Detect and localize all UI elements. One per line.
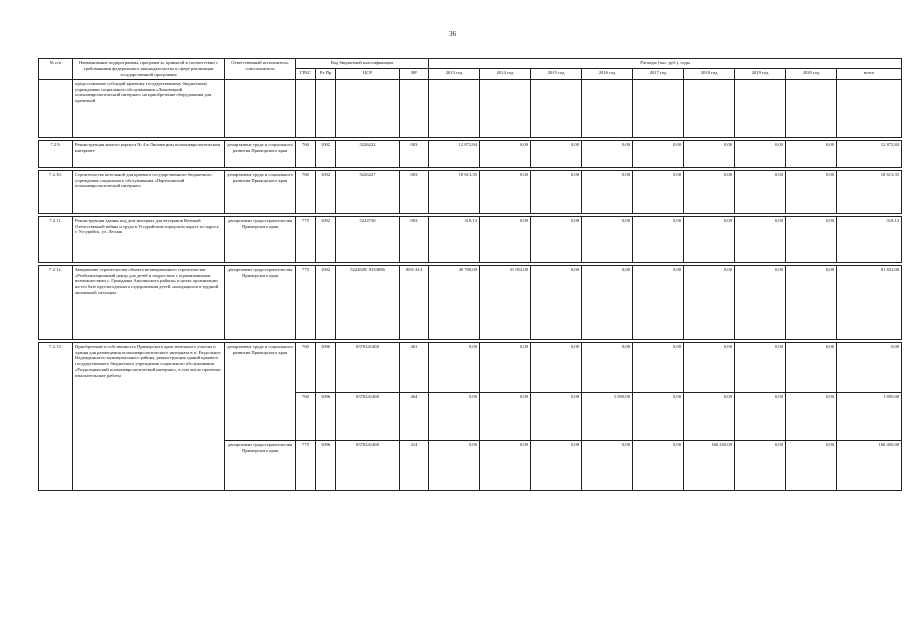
row-value: 0,00	[633, 392, 684, 440]
row-value: 0,00	[429, 440, 480, 490]
page-number: 36	[449, 30, 456, 38]
row-value: 0,00	[786, 440, 837, 490]
row-executor	[225, 392, 296, 440]
row-value: 0,00	[786, 265, 837, 339]
row-value: 0,00	[735, 170, 786, 213]
header-expenses: Расходы (тыс. руб.), годы	[429, 59, 902, 69]
row-name: Реконструкция жилого корпуса № 4 в Липовецком психоневрологическом интернате	[73, 140, 225, 167]
row-value: 0,00	[582, 265, 633, 339]
row-name: Реконструкция здания под дом-интернат для ветеранов Великой Отечественной войны и труда в Уссурийском городском округе по адресу г. Уссурийск, ул. Лесная	[73, 216, 225, 262]
row-value: 0,00	[786, 342, 837, 392]
row-name: Приобретение в собственность Приморского края земельного участка и здания для размещения психоневрологического интерната в п. Раздольное Надеждинского муниципального района, реконструкция зданий краевого государственного бюджетного учреждения социального обслуживания «Раздольненский психоневрологический интернат», в том числе проектно-изыскательские работы	[73, 342, 225, 490]
row-value: 0,00	[735, 140, 786, 167]
row-value: 0,00	[633, 140, 684, 167]
header-budget-code: Код бюджетной классификации	[296, 59, 429, 69]
row-value: 0,00	[735, 392, 786, 440]
row-value: 49 700,00	[429, 265, 480, 339]
row-value: 0,00	[684, 216, 735, 262]
row-executor: департамент градостроительства Приморского края	[225, 440, 296, 490]
row-value: 0,00	[531, 170, 582, 213]
row-value: 31 952,00	[480, 265, 531, 339]
row-value: 81 652,00	[837, 265, 902, 339]
row-value: 0,00	[582, 440, 633, 490]
row-rzpr: 1006	[316, 440, 336, 490]
row-value: 18 613,35	[837, 170, 902, 213]
header-row-1	[39, 59, 902, 69]
row-value: 0,00	[582, 216, 633, 262]
row-csr: 0370241460	[336, 392, 400, 440]
row-value: 0,00	[684, 170, 735, 213]
row-csr: 5224828/ 0334086	[336, 265, 400, 339]
row-csr: 0370241460	[336, 342, 400, 392]
row-vr: 003	[400, 170, 429, 213]
header-num: № п/п	[39, 59, 73, 80]
row-name: Строительство котельной для краевого государственного бюджетного учреждения социального обслуживания «Партизанский психоневрологический интернат»	[73, 170, 225, 213]
row-value: 0,00	[633, 170, 684, 213]
row-value: 0,00	[735, 342, 786, 392]
row-value: 1 850,00	[582, 392, 633, 440]
row-value: 0,00	[684, 140, 735, 167]
row-vr: 003	[400, 216, 429, 262]
header-executor: Ответственный исполнитель, соисполнитель	[225, 59, 296, 80]
row-csr: 5224736	[336, 216, 400, 262]
row-value: 166 450,00	[837, 440, 902, 490]
row-value: 0,00	[735, 440, 786, 490]
row-number: 7.2.13.	[39, 342, 73, 490]
row-value: 0,00	[633, 342, 684, 392]
row-vr: 003/ 414	[400, 265, 429, 339]
row-executor: департамент труда и социального развития Приморского края	[225, 140, 296, 167]
row-value: 1 850,00	[837, 392, 902, 440]
continuation-row	[39, 79, 902, 137]
row-grbs: 760	[296, 392, 316, 440]
row-value: 0,00	[735, 265, 786, 339]
budget-table	[38, 58, 902, 491]
row-executor: департамент труда и социального развития Приморского края	[225, 170, 296, 213]
row-csr: 0370241460	[336, 440, 400, 490]
row-rzpr: 1002	[316, 216, 336, 262]
row-executor: департамент градостроительства Приморского края	[225, 216, 296, 262]
row-value: 0,00	[735, 216, 786, 262]
row-value: 0,00	[429, 392, 480, 440]
row-grbs: 760	[296, 342, 316, 392]
row-value: 0,00	[633, 265, 684, 339]
row-value: 0,00	[582, 342, 633, 392]
row-grbs: 775	[296, 265, 316, 339]
row-rzpr: 1002	[316, 140, 336, 167]
table-row	[39, 170, 902, 213]
row-value: 0,00	[837, 342, 902, 392]
row-vr: 003	[400, 140, 429, 167]
row-number: 7.2.9.	[39, 140, 73, 167]
row-value: 0,00	[684, 265, 735, 339]
row-value: 0,00	[531, 216, 582, 262]
row-value: 318,13	[837, 216, 902, 262]
row-csr: 5226227	[336, 170, 400, 213]
row-name: Завершение строительства объекта незавершенного строительства «Реабилитационный центр для детей и подростков с ограниченными возможностями с. Гражданка Анучинского района» в целях организации на его базе круглогодичного оздоровления детей, находящихся в трудной жизненной ситуации	[73, 265, 225, 339]
continuation-text: предоставление субсидий краевому государственному бюджетному учреждению социального обслуживания «Липовецкий психоневрологический интернат» на приобретение оборудования для прачечной	[73, 79, 225, 137]
header-year-2013: 2013 год	[429, 69, 480, 79]
row-value: 0,00	[684, 392, 735, 440]
row-csr: 5226222	[336, 140, 400, 167]
row-value: 0,00	[684, 342, 735, 392]
row-value: 0,00	[480, 440, 531, 490]
header-year-2014: 2014 год	[480, 69, 531, 79]
row-rzpr: 1002	[316, 265, 336, 339]
row-value: 18 613,35	[429, 170, 480, 213]
row-grbs: 760	[296, 140, 316, 167]
row-vr: 461	[400, 342, 429, 392]
table-row	[39, 342, 902, 392]
header-year-2020: 2020 год	[786, 69, 837, 79]
row-value: 12 872,84	[429, 140, 480, 167]
row-rzpr: 1006	[316, 392, 336, 440]
table-row	[39, 216, 902, 262]
header-year-2019: 2019 год	[735, 69, 786, 79]
row-value: 0,00	[531, 265, 582, 339]
row-value: 0,00	[786, 216, 837, 262]
header-vr: ВР	[400, 69, 429, 79]
table-row	[39, 265, 902, 339]
row-value: 166 450,00	[684, 440, 735, 490]
header-year-2018: 2018 год	[684, 69, 735, 79]
row-value: 0,00	[480, 342, 531, 392]
table-row	[39, 140, 902, 167]
row-value: 0,00	[480, 216, 531, 262]
row-value: 0,00	[531, 342, 582, 392]
row-number: 7.2.12.	[39, 265, 73, 339]
header-csr: ЦСР	[336, 69, 400, 79]
row-vr: 414	[400, 440, 429, 490]
row-grbs: 760	[296, 170, 316, 213]
header-rzpr: Рз Пр	[316, 69, 336, 79]
header-name: Наименование подпрограммы, программ ы, принятой в соответствии с требованиями федерального законодательства в сфере реализации государственной программы	[73, 59, 225, 80]
row-value: 0,00	[786, 170, 837, 213]
row-grbs: 775	[296, 216, 316, 262]
row-number: 7.2.11.	[39, 216, 73, 262]
header-grbs: ГРБС	[296, 69, 316, 79]
header-year-2017: 2017 год	[633, 69, 684, 79]
row-executor: департамент труда и социального развития Приморского края	[225, 342, 296, 392]
row-value: 0,00	[531, 392, 582, 440]
row-value: 0,00	[786, 392, 837, 440]
row-value: 0,00	[480, 170, 531, 213]
row-rzpr: 1002	[316, 170, 336, 213]
row-executor: департамент градостроительства Приморского края	[225, 265, 296, 339]
row-vr: 464	[400, 392, 429, 440]
row-number: 7.2.10.	[39, 170, 73, 213]
row-rzpr: 1006	[316, 342, 336, 392]
row-value: 0,00	[582, 170, 633, 213]
row-value: 0,00	[531, 440, 582, 490]
row-value: 0,00	[633, 216, 684, 262]
row-value: 12 872,84	[837, 140, 902, 167]
row-grbs: 775	[296, 440, 316, 490]
row-value: 0,00	[633, 440, 684, 490]
row-value: 318,13	[429, 216, 480, 262]
header-total: всего	[837, 69, 902, 79]
header-year-2015: 2015 год	[531, 69, 582, 79]
row-value: 0,00	[480, 140, 531, 167]
row-value: 0,00	[582, 140, 633, 167]
row-value: 0,00	[786, 140, 837, 167]
row-value: 0,00	[480, 392, 531, 440]
row-value: 0,00	[429, 342, 480, 392]
header-year-2016: 2016 год	[582, 69, 633, 79]
row-value: 0,00	[531, 140, 582, 167]
